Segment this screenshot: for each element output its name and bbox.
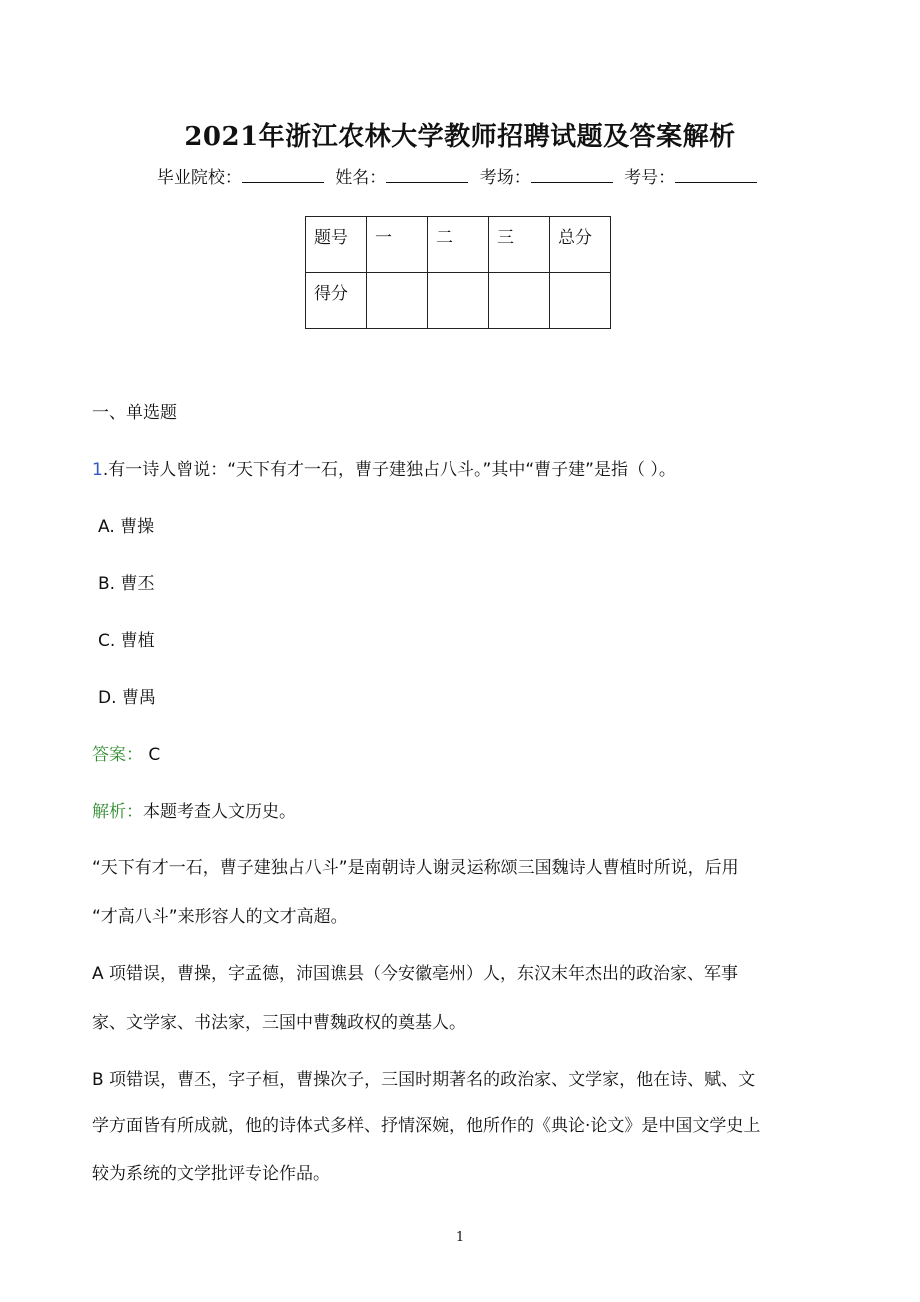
score-cell — [367, 273, 428, 329]
name-blank — [386, 168, 468, 183]
score-table-header-row — [306, 217, 611, 273]
explanation-line: 家、文学家、书法家，三国中曹魏政权的奠基人。 — [92, 1013, 466, 1033]
question-text: .有一诗人曾说：“天下有才一石，曹子建独占八斗。”其中“曹子建”是指（ ）。 — [102, 460, 676, 480]
score-cell — [428, 273, 489, 329]
analysis-line — [92, 797, 296, 822]
score-table-score-row — [306, 273, 611, 329]
header-cell: 题号 — [306, 217, 367, 273]
id-blank — [675, 168, 757, 183]
candidate-info-line — [0, 163, 920, 188]
option-b: B. 曹丕 — [98, 574, 155, 594]
header-cell: 二 — [428, 217, 489, 273]
question-stem — [92, 455, 676, 480]
id-label: 考号： — [624, 168, 676, 188]
name-label: 姓名： — [335, 168, 387, 188]
section-title: 一、单选题 — [92, 403, 177, 423]
header-cell: 一 — [367, 217, 428, 273]
answer-value: C — [148, 745, 161, 765]
room-label: 考场： — [479, 168, 531, 188]
score-cell — [550, 273, 611, 329]
option-c: C. 曹植 — [98, 631, 155, 651]
explanation-line: B 项错误，曹丕，字子桓，曹操次子，三国时期著名的政治家、文学家，他在诗、赋、文 — [92, 1070, 756, 1090]
question-number: 1 — [92, 460, 103, 480]
explanation-line: 学方面皆有所成就，他的诗体式多样、抒情深婉，他所作的《典论·论文》是中国文学史上 — [92, 1116, 761, 1136]
explanation-line: 较为系统的文学批评专论作品。 — [92, 1164, 330, 1184]
page-number: 1 — [455, 1230, 465, 1245]
header-cell: 三 — [489, 217, 550, 273]
document-title: 2021年浙江农林大学教师招聘试题及答案解析 — [184, 122, 736, 152]
option-a: A. 曹操 — [98, 517, 155, 537]
score-row-label: 得分 — [306, 273, 367, 329]
header-cell: 总分 — [550, 217, 611, 273]
explanation-line: A 项错误，曹操，字孟德，沛国谯县（今安徽亳州）人，东汉末年杰出的政治家、军事 — [92, 964, 739, 984]
option-d: D. 曹禺 — [98, 688, 156, 708]
score-cell — [489, 273, 550, 329]
explanation-line: “天下有才一石，曹子建独占八斗”是南朝诗人谢灵运称颂三国魏诗人曹植时所说，后用 — [92, 858, 739, 878]
room-blank — [531, 168, 613, 183]
answer-label: 答案： — [92, 745, 143, 765]
analysis-label: 解析： — [92, 802, 143, 822]
analysis-text: 本题考查人文历史。 — [143, 802, 296, 822]
school-blank — [242, 168, 324, 183]
answer-line — [92, 740, 160, 765]
explanation-line: “才高八斗”来形容人的文才高超。 — [92, 907, 348, 927]
school-label: 毕业院校： — [156, 168, 242, 188]
score-table — [305, 216, 611, 329]
